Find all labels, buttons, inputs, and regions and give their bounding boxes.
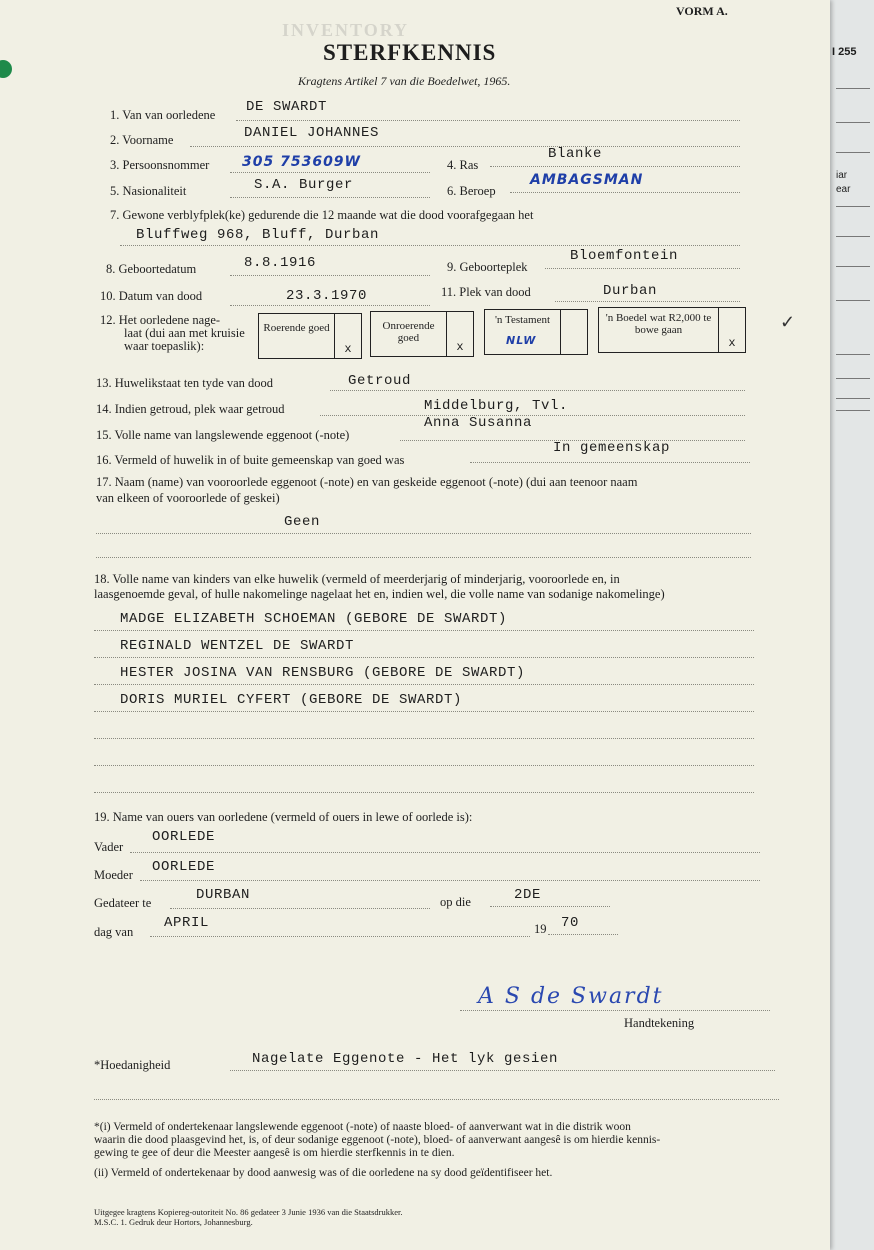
field-17-line [96, 557, 751, 558]
underlying-line [836, 88, 870, 89]
child-line [94, 765, 754, 766]
signature-line [460, 1010, 770, 1011]
underlying-line [836, 354, 870, 355]
field-3-label: 3. Persoonsnommer [110, 158, 210, 172]
form-subtitle: Kragtens Artikel 7 van die Boedelwet, 1965. [298, 74, 511, 88]
mother-label: Moeder [94, 868, 133, 882]
footnote-2: (ii) Vermeld of ondertekenaar by dood aanwesig was of die oorledene na sy dood geïdentifiseer het. [94, 1167, 553, 1179]
underlying-line [836, 122, 870, 123]
underlying-line [836, 300, 870, 301]
year-value: 70 [561, 915, 580, 931]
child-line [94, 792, 754, 793]
estate-box-value [598, 307, 746, 353]
form-label: VORM A. [676, 4, 728, 18]
mother-line [140, 880, 760, 881]
underlying-line [836, 266, 870, 267]
dated-at-label: Gedateer te [94, 896, 152, 910]
underlying-line [836, 378, 870, 379]
field-4-value: Blanke [548, 146, 603, 162]
field-2-line [190, 146, 740, 147]
field-7-line [120, 245, 740, 246]
child-name: REGINALD WENTZEL DE SWARDT [120, 638, 355, 654]
estate-box-movables [258, 313, 362, 359]
underlying-line [836, 410, 870, 411]
dated-on-line [490, 906, 610, 907]
capacity-label: *Hoedanigheid [94, 1058, 171, 1072]
estate-box-label: Onroerende goed [371, 312, 447, 356]
underlying-page-number: I 255 [832, 46, 857, 58]
field-15-label: 15. Volle name van langslewende eggenoot (-note) [96, 428, 350, 442]
field-17-label-1: 17. Naam (name) van vooroorlede eggenoot (-note) en van geskeide eggenoot (-note) (dui aan teenoor naam [96, 475, 638, 489]
estate-box-immovables [370, 311, 474, 357]
field-12-label-3: waar toepaslik): [124, 339, 205, 353]
field-8-value: 8.8.1916 [244, 255, 317, 271]
field-19-label: 19. Name van ouers van oorledene (vermeld of ouers in lewe of oorlede is): [94, 810, 473, 824]
child-line [94, 738, 754, 739]
field-3-line [230, 172, 430, 173]
testament-handwritten-mark: NLW [506, 334, 537, 347]
year-prefix: 19 [534, 922, 547, 936]
field-8-label: 8. Geboortedatum [106, 262, 197, 276]
field-7-value: Bluffweg 968, Bluff, Durban [136, 227, 380, 243]
field-1-label: 1. Van van oorledene [110, 108, 216, 122]
field-18-label-2: laasgenoemde geval, of hulle nakomelinge nagelaat het en, indien wel, die volle name van sodanige nakomelinge) [94, 587, 665, 601]
printer-note-1: Uitgegee kragtens Kopiereg-outoriteit No. 86 gedateer 3 Junie 1936 van die Staatsdrukker. [94, 1207, 403, 1217]
month-line [150, 936, 530, 937]
field-13-line [330, 390, 745, 391]
estate-box-mark: x [344, 342, 352, 356]
field-5-label: 5. Nasionaliteit [110, 184, 187, 198]
estate-box-mark [561, 310, 587, 354]
estate-box-mark: x [728, 336, 736, 350]
field-10-value: 23.3.1970 [286, 288, 368, 304]
field-4-line [490, 166, 740, 167]
field-16-value: In gemeenskap [553, 440, 671, 456]
underlying-line [836, 152, 870, 153]
footnote-1-line-3: gewing te gee of deur die Meester aangesê is om hierdie sterfkennis in te dien. [94, 1147, 455, 1159]
underlying-text-fragment: iar [836, 170, 848, 181]
child-name: HESTER JOSINA VAN RENSBURG (GEBORE DE SWARDT) [120, 665, 526, 681]
field-17-label-2: van elkeen of vooroorlede of geskei) [96, 491, 280, 505]
estate-box-label: 'n Boedel wat R2,000 te bowe gaan [599, 308, 719, 352]
field-11-value: Durban [603, 283, 658, 299]
dated-on-label: op die [440, 895, 471, 909]
month-value: APRIL [164, 915, 210, 931]
dated-on-value: 2DE [514, 887, 542, 903]
estate-box-label: 'n Testament [485, 310, 561, 354]
field-12-label-2: laat (dui aan met kruisie [124, 326, 245, 340]
child-line [94, 630, 754, 631]
field-14-value: Middelburg, Tvl. [424, 398, 569, 414]
field-17-value: Geen [284, 514, 321, 530]
field-7-label: 7. Gewone verblyfplek(ke) gedurende die 12 maande wat die dood voorafgegaan het [110, 208, 534, 222]
bleed-through-text: INVENTORY [282, 20, 410, 40]
field-9-value: Bloemfontein [570, 248, 679, 264]
child-name: DORIS MURIEL CYFERT (GEBORE DE SWARDT) [120, 692, 463, 708]
field-5-line [230, 197, 430, 198]
field-10-label: 10. Datum van dood [100, 289, 203, 303]
capacity-line [94, 1099, 779, 1100]
green-pin [0, 60, 12, 78]
field-4-label: 4. Ras [447, 158, 479, 172]
father-value: OORLEDE [152, 829, 216, 845]
field-18-label-1: 18. Volle name van kinders van elke huwelik (vermeld of meerderjarig of minderjarig, vooroorlede en, in [94, 572, 620, 586]
field-9-label: 9. Geboorteplek [447, 260, 528, 274]
form-title: STERFKENNIS [323, 40, 497, 65]
father-label: Vader [94, 840, 124, 854]
child-name: MADGE ELIZABETH SCHOEMAN (GEBORE DE SWARDT) [120, 611, 508, 627]
field-12-label-1: 12. Het oorledene nage- [100, 313, 221, 327]
father-line [130, 852, 760, 853]
check-mark-icon: ✓ [780, 312, 796, 332]
field-17-line [96, 533, 751, 534]
field-8-line [230, 275, 430, 276]
field-14-line [320, 415, 745, 416]
printer-note-2: M.S.C. 1. Gedruk deur Hortors, Johannesburg. [94, 1217, 253, 1227]
field-6-label: 6. Beroep [447, 184, 496, 198]
field-9-line [545, 268, 740, 269]
field-13-label: 13. Huwelikstaat ten tyde van dood [96, 376, 274, 390]
underlying-line [836, 206, 870, 207]
field-2-label: 2. Voorname [110, 133, 174, 147]
field-16-line [470, 462, 750, 463]
signature-label: Handtekening [624, 1016, 695, 1030]
estate-box-label: Roerende goed [259, 314, 335, 358]
field-14-label: 14. Indien getroud, plek waar getroud [96, 402, 285, 416]
child-line [94, 711, 754, 712]
field-11-line [555, 301, 740, 302]
field-5-value: S.A. Burger [254, 177, 354, 193]
field-16-label: 16. Vermeld of huwelik in of buite gemeenskap van goed was [96, 453, 405, 467]
capacity-value: Nagelate Eggenote - Het lyk gesien [252, 1051, 559, 1067]
field-1-value: DE SWARDT [246, 99, 328, 115]
field-1-line [236, 120, 740, 121]
day-of-label: dag van [94, 925, 134, 939]
field-13-value: Getroud [348, 373, 412, 389]
footnote-1-line-1: *(i) Vermeld of ondertekenaar langslewende eggenoot (-note) of naaste bloed- of aanverwant wat in die distrik woon [94, 1121, 631, 1133]
underlying-line [836, 236, 870, 237]
field-15-value: Anna Susanna [424, 415, 533, 431]
signature: A S de Swardt [478, 984, 664, 1009]
underlying-line [836, 398, 870, 399]
child-line [94, 684, 754, 685]
field-6-value: AMBAGSMAN [530, 172, 644, 188]
dated-at-line [170, 908, 430, 909]
underlying-text-fragment: ear [836, 184, 851, 195]
dated-at-value: DURBAN [196, 887, 251, 903]
footnote-1-line-2: waarin die dood plaasgevind het, is, of deur sodanige eggenoot (-note), bloed- of aanverwant aangesê is om hierdie kennis- [94, 1134, 661, 1146]
field-10-line [230, 305, 430, 306]
mother-value: OORLEDE [152, 859, 216, 875]
field-6-line [510, 192, 740, 193]
field-3-value: 305 753609W [242, 154, 361, 170]
field-2-value: DANIEL JOHANNES [244, 125, 380, 141]
field-11-label: 11. Plek van dood [441, 285, 531, 299]
estate-box-testament [484, 309, 588, 355]
estate-box-mark: x [456, 340, 464, 354]
year-line [548, 934, 618, 935]
capacity-line [230, 1070, 775, 1071]
child-line [94, 657, 754, 658]
